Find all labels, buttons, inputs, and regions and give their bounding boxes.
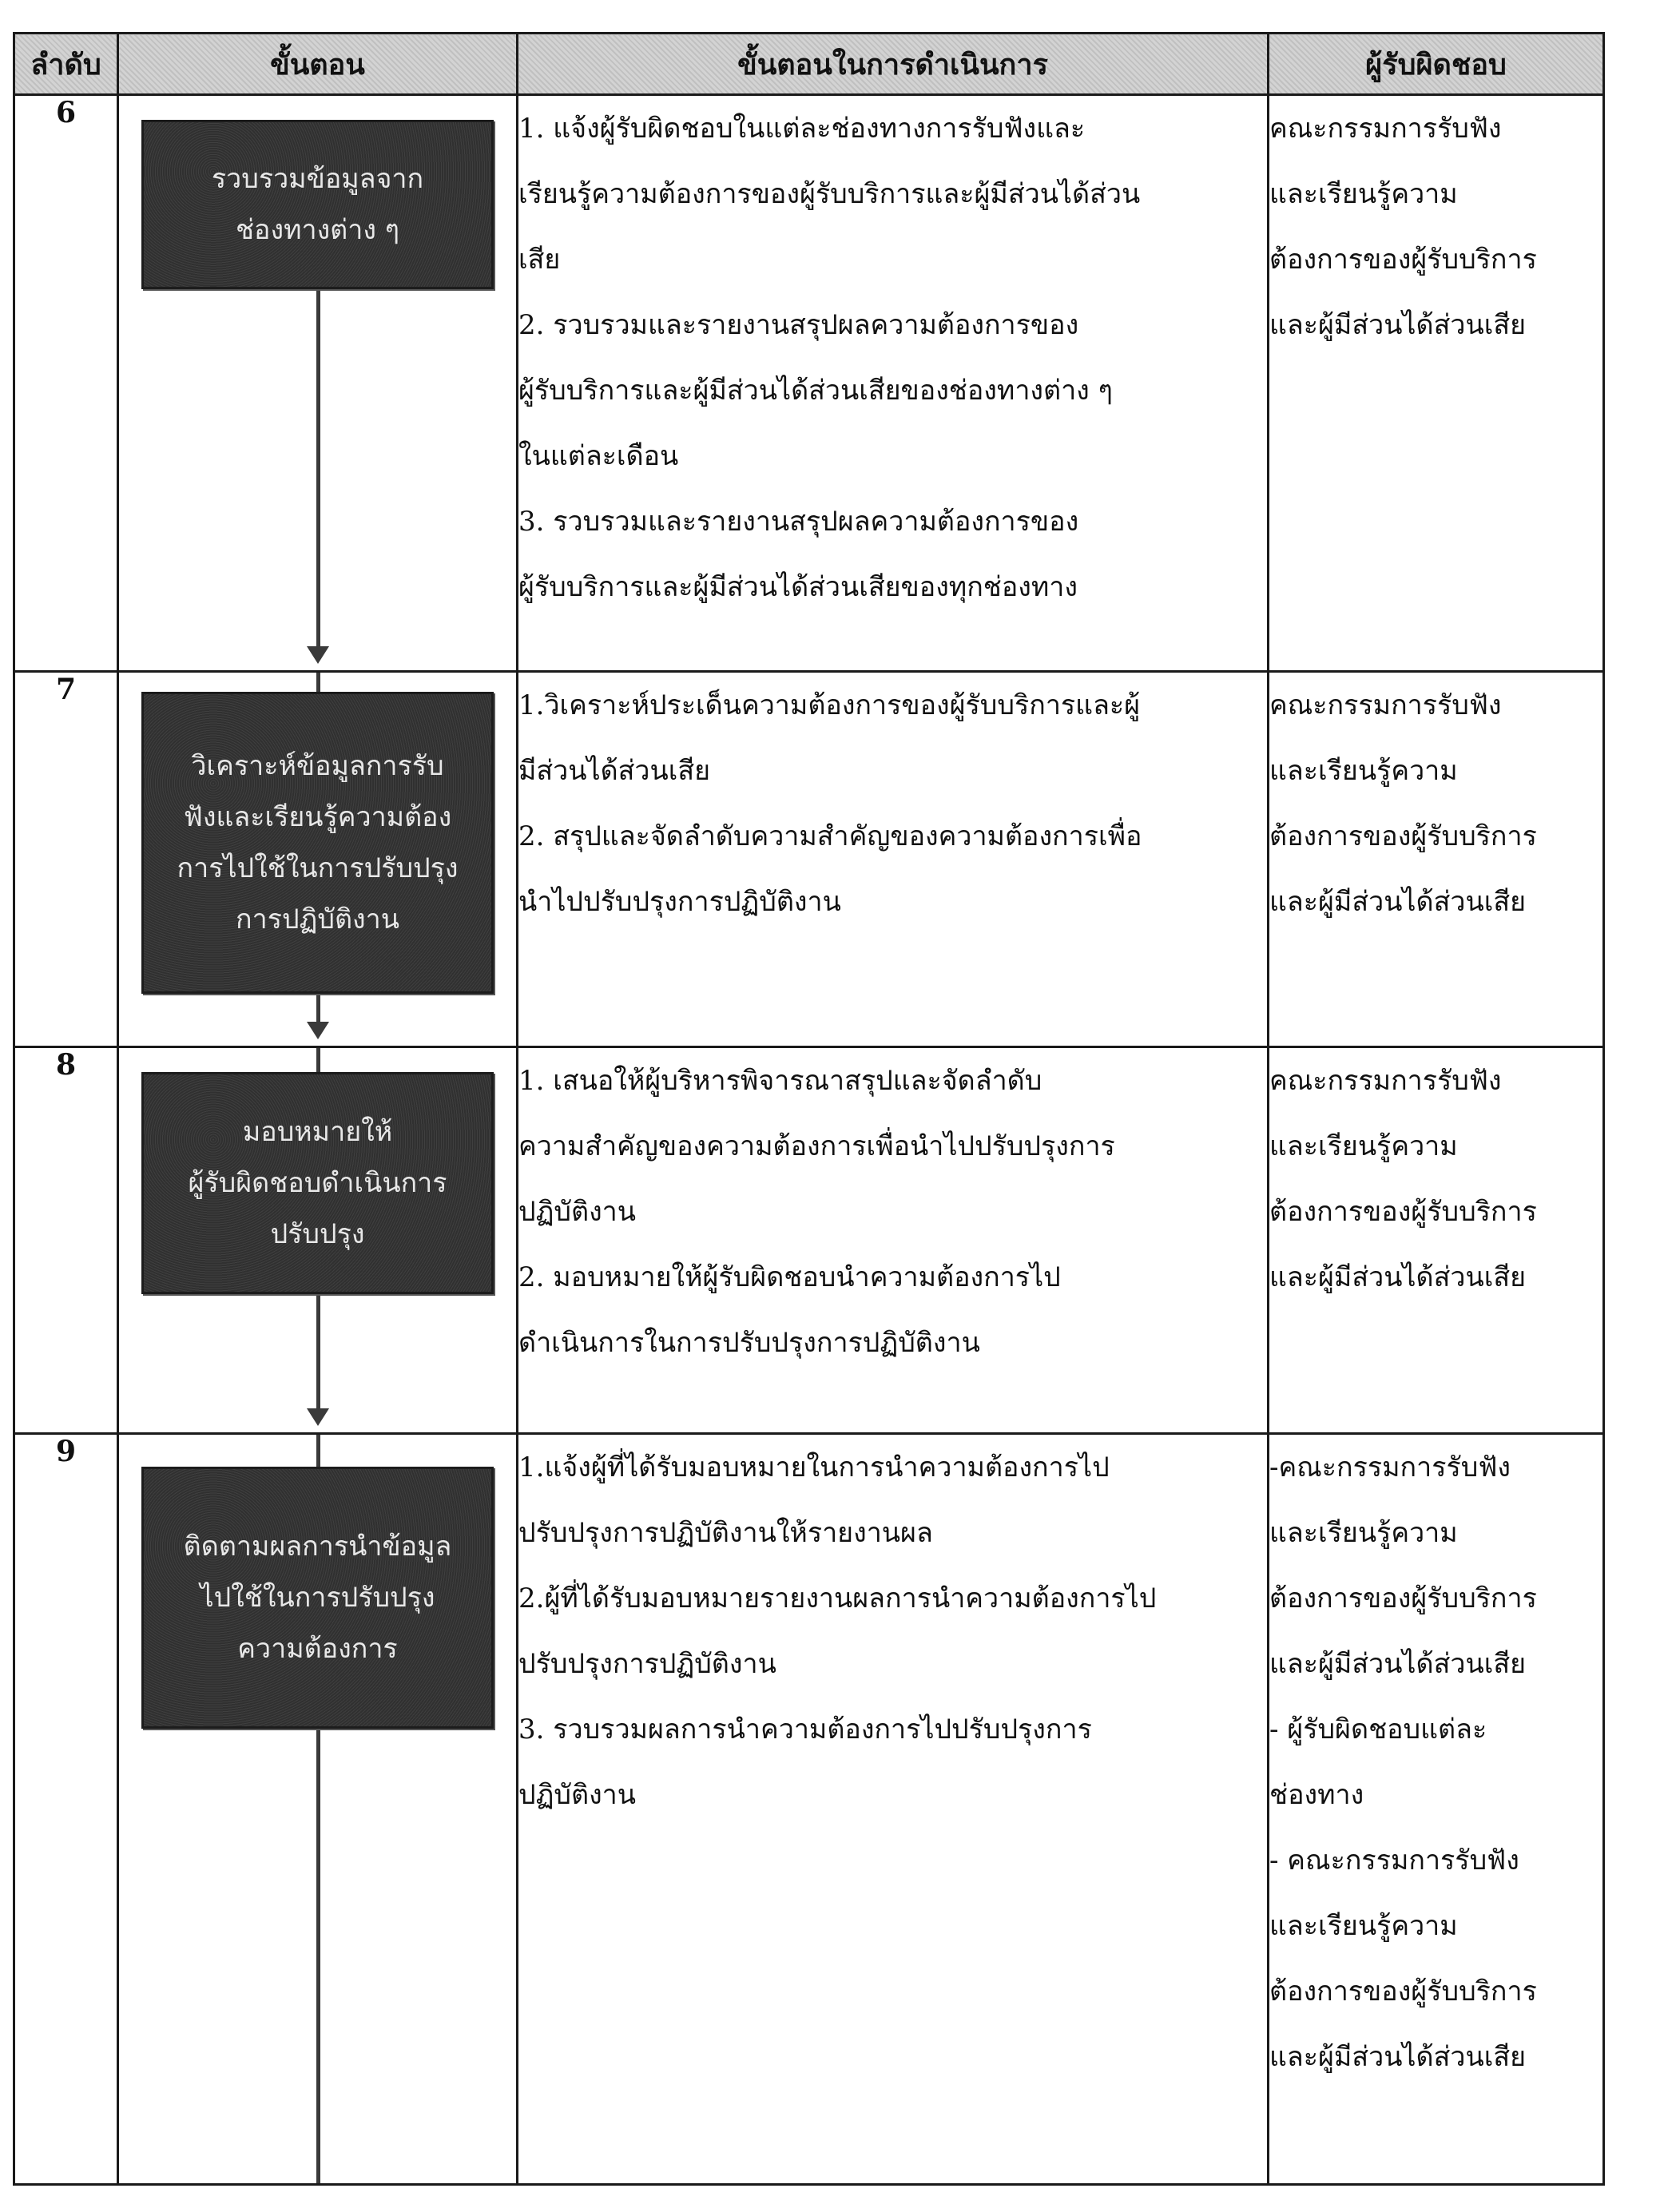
detail-cell: [518, 1047, 1269, 1434]
responsible-line: ช่องทาง: [1269, 1779, 1364, 1811]
flow-arrow-icon: [307, 1022, 329, 1039]
detail-line: เรียนรู้ความต้องการของผู้รับบริการและผู้มีส่วนได้ส่วน: [518, 178, 1141, 210]
step-box-line: การไปใช้ในการปรับปรุง: [177, 852, 459, 884]
table-row: [14, 1047, 1604, 1434]
detail-line: มีส่วนได้ส่วนเสีย: [518, 755, 711, 787]
step-box-line: ปรับปรุง: [270, 1218, 365, 1250]
responsible-line: และผู้มีส่วนได้ส่วนเสีย: [1269, 886, 1526, 918]
responsible-line: และเรียนรู้ความ: [1269, 1517, 1458, 1549]
detail-line: ในแต่ละเดือน: [518, 440, 679, 472]
flow-line: [316, 1722, 320, 2183]
table-header-row: [14, 34, 1604, 95]
responsible-cell: [1269, 1047, 1604, 1434]
detail-line: 1. แจ้งผู้รับผิดชอบในแต่ละช่องทางการรับฟังและ: [518, 113, 1086, 145]
header-order: ลำดับ: [14, 34, 118, 95]
responsible-line: คณะกรรมการรับฟัง: [1269, 689, 1502, 721]
responsible-line: คณะกรรมการรับฟัง: [1269, 1065, 1502, 1097]
detail-line: 3. รวบรวมและรายงานสรุปผลความต้องการของ: [518, 506, 1079, 538]
responsible-line: และเรียนรู้ความ: [1269, 755, 1458, 787]
responsible-line: และเรียนรู้ความ: [1269, 1910, 1458, 1942]
responsible-line: และผู้มีส่วนได้ส่วนเสีย: [1269, 2041, 1526, 2073]
step-cell: [118, 672, 518, 1047]
responsible-line: ต้องการของผู้รับบริการ: [1269, 1583, 1537, 1614]
step-box: [141, 1072, 494, 1294]
detail-line: 1. เสนอให้ผู้บริหารพิจารณาสรุปและจัดลำดับ: [518, 1065, 1042, 1097]
header-step: ขั้นตอน: [118, 34, 518, 95]
detail-line: 1.วิเคราะห์ประเด็นความต้องการของผู้รับบริการและผู้: [518, 689, 1141, 721]
document-page: [13, 32, 1602, 2189]
step-box-line: ไปใช้ในการปรับปรุง: [200, 1582, 435, 1614]
detail-line: นำไปปรับปรุงการปฏิบัติงาน: [518, 886, 841, 918]
responsible-line: คณะกรรมการรับฟัง: [1269, 113, 1502, 145]
detail-line: 2. มอบหมายให้ผู้รับผิดชอบนำความต้องการไป: [518, 1261, 1061, 1293]
table-row: [14, 95, 1604, 672]
responsible-line: และผู้มีส่วนได้ส่วนเสีย: [1269, 1261, 1526, 1293]
step-box-line: ความต้องการ: [237, 1633, 398, 1665]
detail-cell: [518, 95, 1269, 672]
responsible-line: ต้องการของผู้รับบริการ: [1269, 244, 1537, 276]
table-row: [14, 1434, 1604, 2185]
detail-cell: [518, 672, 1269, 1047]
responsible-line: และผู้มีส่วนได้ส่วนเสีย: [1269, 1648, 1526, 1680]
step-box-line: การปฏิบัติงาน: [236, 903, 399, 935]
step-box: [141, 120, 494, 289]
step-box-line: รวบรวมข้อมูลจาก: [211, 163, 424, 195]
responsible-line: และเรียนรู้ความ: [1269, 178, 1458, 210]
table-row: [14, 672, 1604, 1047]
step-box-line: ติดตามผลการนำข้อมูล: [183, 1531, 452, 1563]
row-order: 7: [14, 672, 118, 1047]
step-cell: [118, 1047, 518, 1434]
header-detail: ขั้นตอนในการดำเนินการ: [518, 34, 1269, 95]
responsible-cell: [1269, 95, 1604, 672]
flow-line: [316, 1048, 320, 1072]
row-order: 9: [14, 1434, 118, 2185]
step-box-line: มอบหมายให้: [242, 1116, 393, 1148]
step-box: [141, 1467, 494, 1729]
detail-line: ปฏิบัติงาน: [518, 1196, 637, 1228]
detail-line: ผู้รับบริการและผู้มีส่วนได้ส่วนเสียของทุกช่องทาง: [518, 571, 1078, 603]
detail-cell: [518, 1434, 1269, 2185]
detail-line: 2. สรุปและจัดลำดับความสำคัญของความต้องการเพื่อ: [518, 820, 1142, 852]
row-order: 8: [14, 1047, 118, 1434]
detail-line: 1.แจ้งผู้ที่ได้รับมอบหมายในการนำความต้องการไป: [518, 1452, 1110, 1483]
step-box-line: ผู้รับผิดชอบดำเนินการ: [188, 1167, 447, 1199]
detail-line: ความสำคัญของความต้องการเพื่อนำไปปรับปรุงการ: [518, 1130, 1115, 1162]
responsible-cell: [1269, 672, 1604, 1047]
responsible-line: -คณะกรรมการรับฟัง: [1269, 1452, 1511, 1483]
responsible-line: และผู้มีส่วนได้ส่วนเสีย: [1269, 309, 1526, 341]
detail-line: 3. รวบรวมผลการนำความต้องการไปปรับปรุงการ: [518, 1714, 1092, 1745]
flow-line: [316, 264, 320, 648]
responsible-line: - คณะกรรมการรับฟัง: [1269, 1845, 1519, 1876]
detail-line: ปรับปรุงการปฏิบัติงานให้รายงานผล: [518, 1517, 933, 1549]
step-box-line: ฟังและเรียนรู้ความต้อง: [183, 801, 452, 833]
flow-line: [316, 1435, 320, 1467]
detail-line: ปรับปรุงการปฏิบัติงาน: [518, 1648, 776, 1680]
responsible-cell: [1269, 1434, 1604, 2185]
step-cell: [118, 95, 518, 672]
flow-arrow-icon: [307, 646, 329, 664]
row-order: 6: [14, 95, 118, 672]
detail-line: ปฏิบัติงาน: [518, 1779, 637, 1811]
step-box: [141, 692, 494, 994]
detail-line: เสีย: [518, 244, 561, 276]
header-responsible: ผู้รับผิดชอบ: [1269, 34, 1604, 95]
responsible-line: - ผู้รับผิดชอบแต่ละ: [1269, 1714, 1487, 1745]
step-cell: [118, 1434, 518, 2185]
detail-line: 2. รวบรวมและรายงานสรุปผลความต้องการของ: [518, 309, 1079, 341]
detail-line: ดำเนินการในการปรับปรุงการปฏิบัติงาน: [518, 1327, 980, 1359]
flow-line: [316, 1288, 320, 1410]
responsible-line: ต้องการของผู้รับบริการ: [1269, 1196, 1537, 1228]
detail-line: ผู้รับบริการและผู้มีส่วนได้ส่วนเสียของช่องทางต่าง ๆ: [518, 375, 1113, 407]
flow-arrow-icon: [307, 1408, 329, 1426]
responsible-line: ต้องการของผู้รับบริการ: [1269, 1976, 1537, 2007]
process-table: [13, 32, 1605, 2186]
step-box-line: ช่องทางต่าง ๆ: [235, 214, 400, 246]
step-box-line: วิเคราะห์ข้อมูลการรับ: [191, 750, 444, 782]
responsible-line: และเรียนรู้ความ: [1269, 1130, 1458, 1162]
detail-line: 2.ผู้ที่ได้รับมอบหมายรายงานผลการนำความต้องการไป: [518, 1583, 1157, 1614]
responsible-line: ต้องการของผู้รับบริการ: [1269, 820, 1537, 852]
flow-line: [316, 673, 320, 692]
